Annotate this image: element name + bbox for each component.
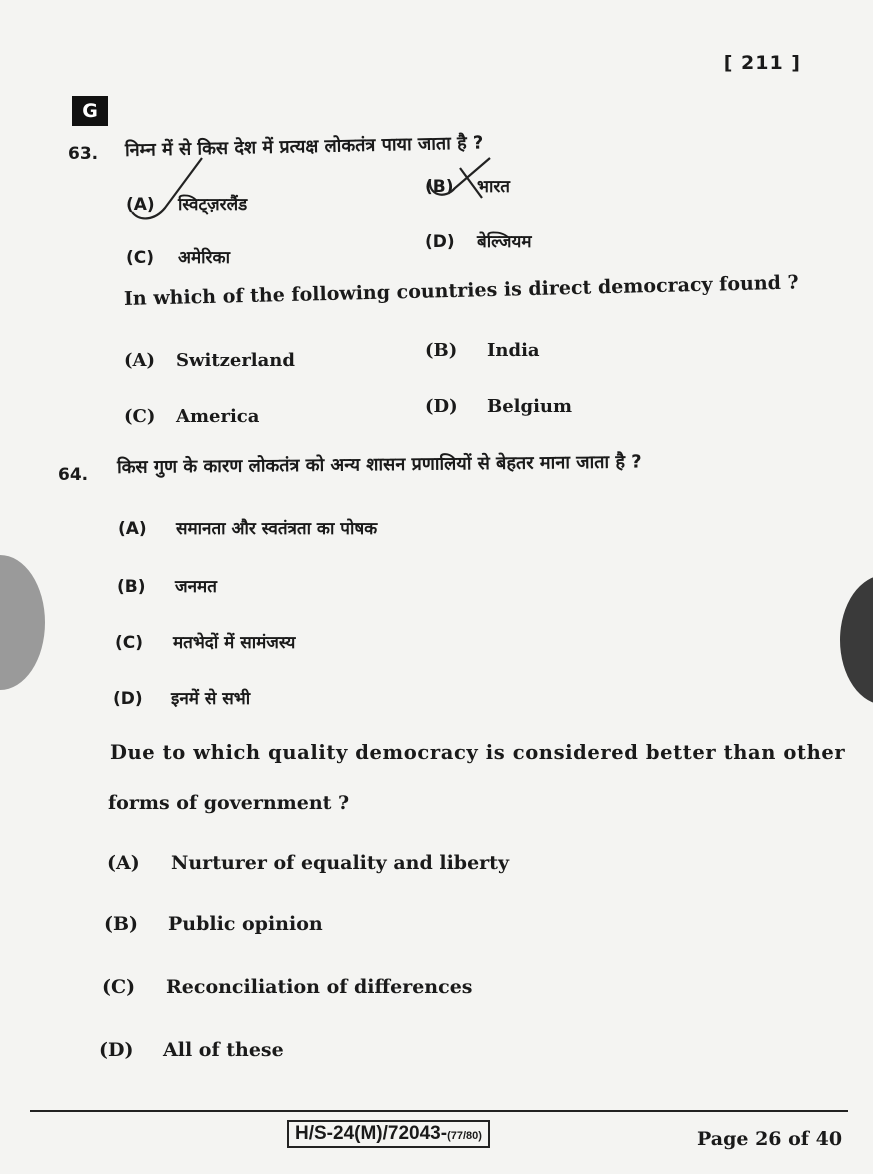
option-b-hindi (425, 174, 510, 197)
tick-mark-icon (120, 150, 210, 230)
option-text: America (176, 406, 260, 427)
option-a-hindi (126, 192, 247, 215)
option-label: (C) (124, 406, 156, 427)
option-d-english (99, 1039, 284, 1061)
option-label: (A) (107, 852, 140, 874)
question-text-english: In which of the following countries is direct democracy found ? (123, 271, 799, 310)
question-text-hindi: किस गुण के कारण लोकतंत्र को अन्य शासन प्रणालियों से बेहतर माना जाता है ? (116, 451, 642, 478)
option-text: Public opinion (168, 913, 323, 935)
question-number: 64. (58, 465, 89, 485)
paper-code (287, 1120, 490, 1148)
question-text-hindi: निम्न में से किस देश में प्रत्यक्ष लोकतंत्र पाया जाता है ? (124, 132, 484, 161)
option-c-hindi (115, 630, 295, 653)
option-c-english (102, 976, 472, 998)
option-b-english (425, 340, 540, 361)
option-label: (D) (425, 232, 455, 252)
paper-code-text: H/S-24(M)/72043- (295, 1123, 448, 1144)
option-label: (B) (104, 913, 139, 935)
option-text: Reconciliation of differences (166, 976, 473, 998)
page-number: Page 26 of 40 (697, 1128, 843, 1150)
option-c-english (124, 406, 259, 427)
question-number: 63. (68, 144, 99, 164)
option-text: India (487, 340, 540, 361)
option-label: (C) (102, 976, 136, 998)
option-d-english (425, 396, 572, 417)
option-a-english (107, 852, 509, 874)
option-text: Nurturer of equality and liberty (171, 852, 509, 874)
option-label: (D) (425, 396, 458, 417)
option-text: इनमें से सभी (171, 689, 251, 709)
option-text: अमेरिका (178, 248, 230, 268)
option-text: Belgium (487, 396, 573, 417)
option-text: बेल्जियम (477, 232, 532, 252)
set-code: [ 211 ] (723, 52, 801, 74)
option-label: (A) (126, 195, 155, 215)
question-text-english-line1: Due to which quality democracy is considered better than other (110, 741, 846, 764)
footer-divider (30, 1110, 848, 1112)
series-badge: G (72, 96, 108, 126)
option-label: (B) (425, 177, 454, 197)
option-text: मतभेदों में सामंजस्य (173, 633, 296, 653)
option-label: (D) (113, 689, 143, 709)
option-text: स्विट्ज़रलैंड (178, 195, 248, 215)
option-b-hindi (117, 574, 217, 597)
option-a-hindi (118, 516, 377, 539)
option-text: Switzerland (176, 350, 295, 371)
question-text-english-line2: forms of government ? (108, 792, 350, 814)
option-label: (B) (425, 340, 458, 361)
option-c-hindi (126, 245, 230, 268)
option-d-hindi (113, 686, 250, 709)
option-label: (C) (126, 248, 155, 268)
option-text: समानता और स्वतंत्रता का पोषक (176, 519, 378, 539)
option-d-hindi (425, 229, 532, 252)
option-text: जनमत (175, 577, 217, 597)
option-b-english (104, 913, 323, 935)
punch-hole-right (840, 575, 873, 705)
option-label: (A) (124, 350, 155, 371)
punch-hole-left (0, 555, 45, 690)
option-a-english (124, 350, 295, 371)
paper-code-suffix: (77/80) (447, 1130, 482, 1142)
option-label: (A) (118, 519, 147, 539)
option-label: (C) (115, 633, 144, 653)
option-text: All of these (163, 1039, 284, 1061)
option-text: भारत (477, 177, 510, 197)
option-label: (D) (99, 1039, 134, 1061)
option-label: (B) (117, 577, 146, 597)
